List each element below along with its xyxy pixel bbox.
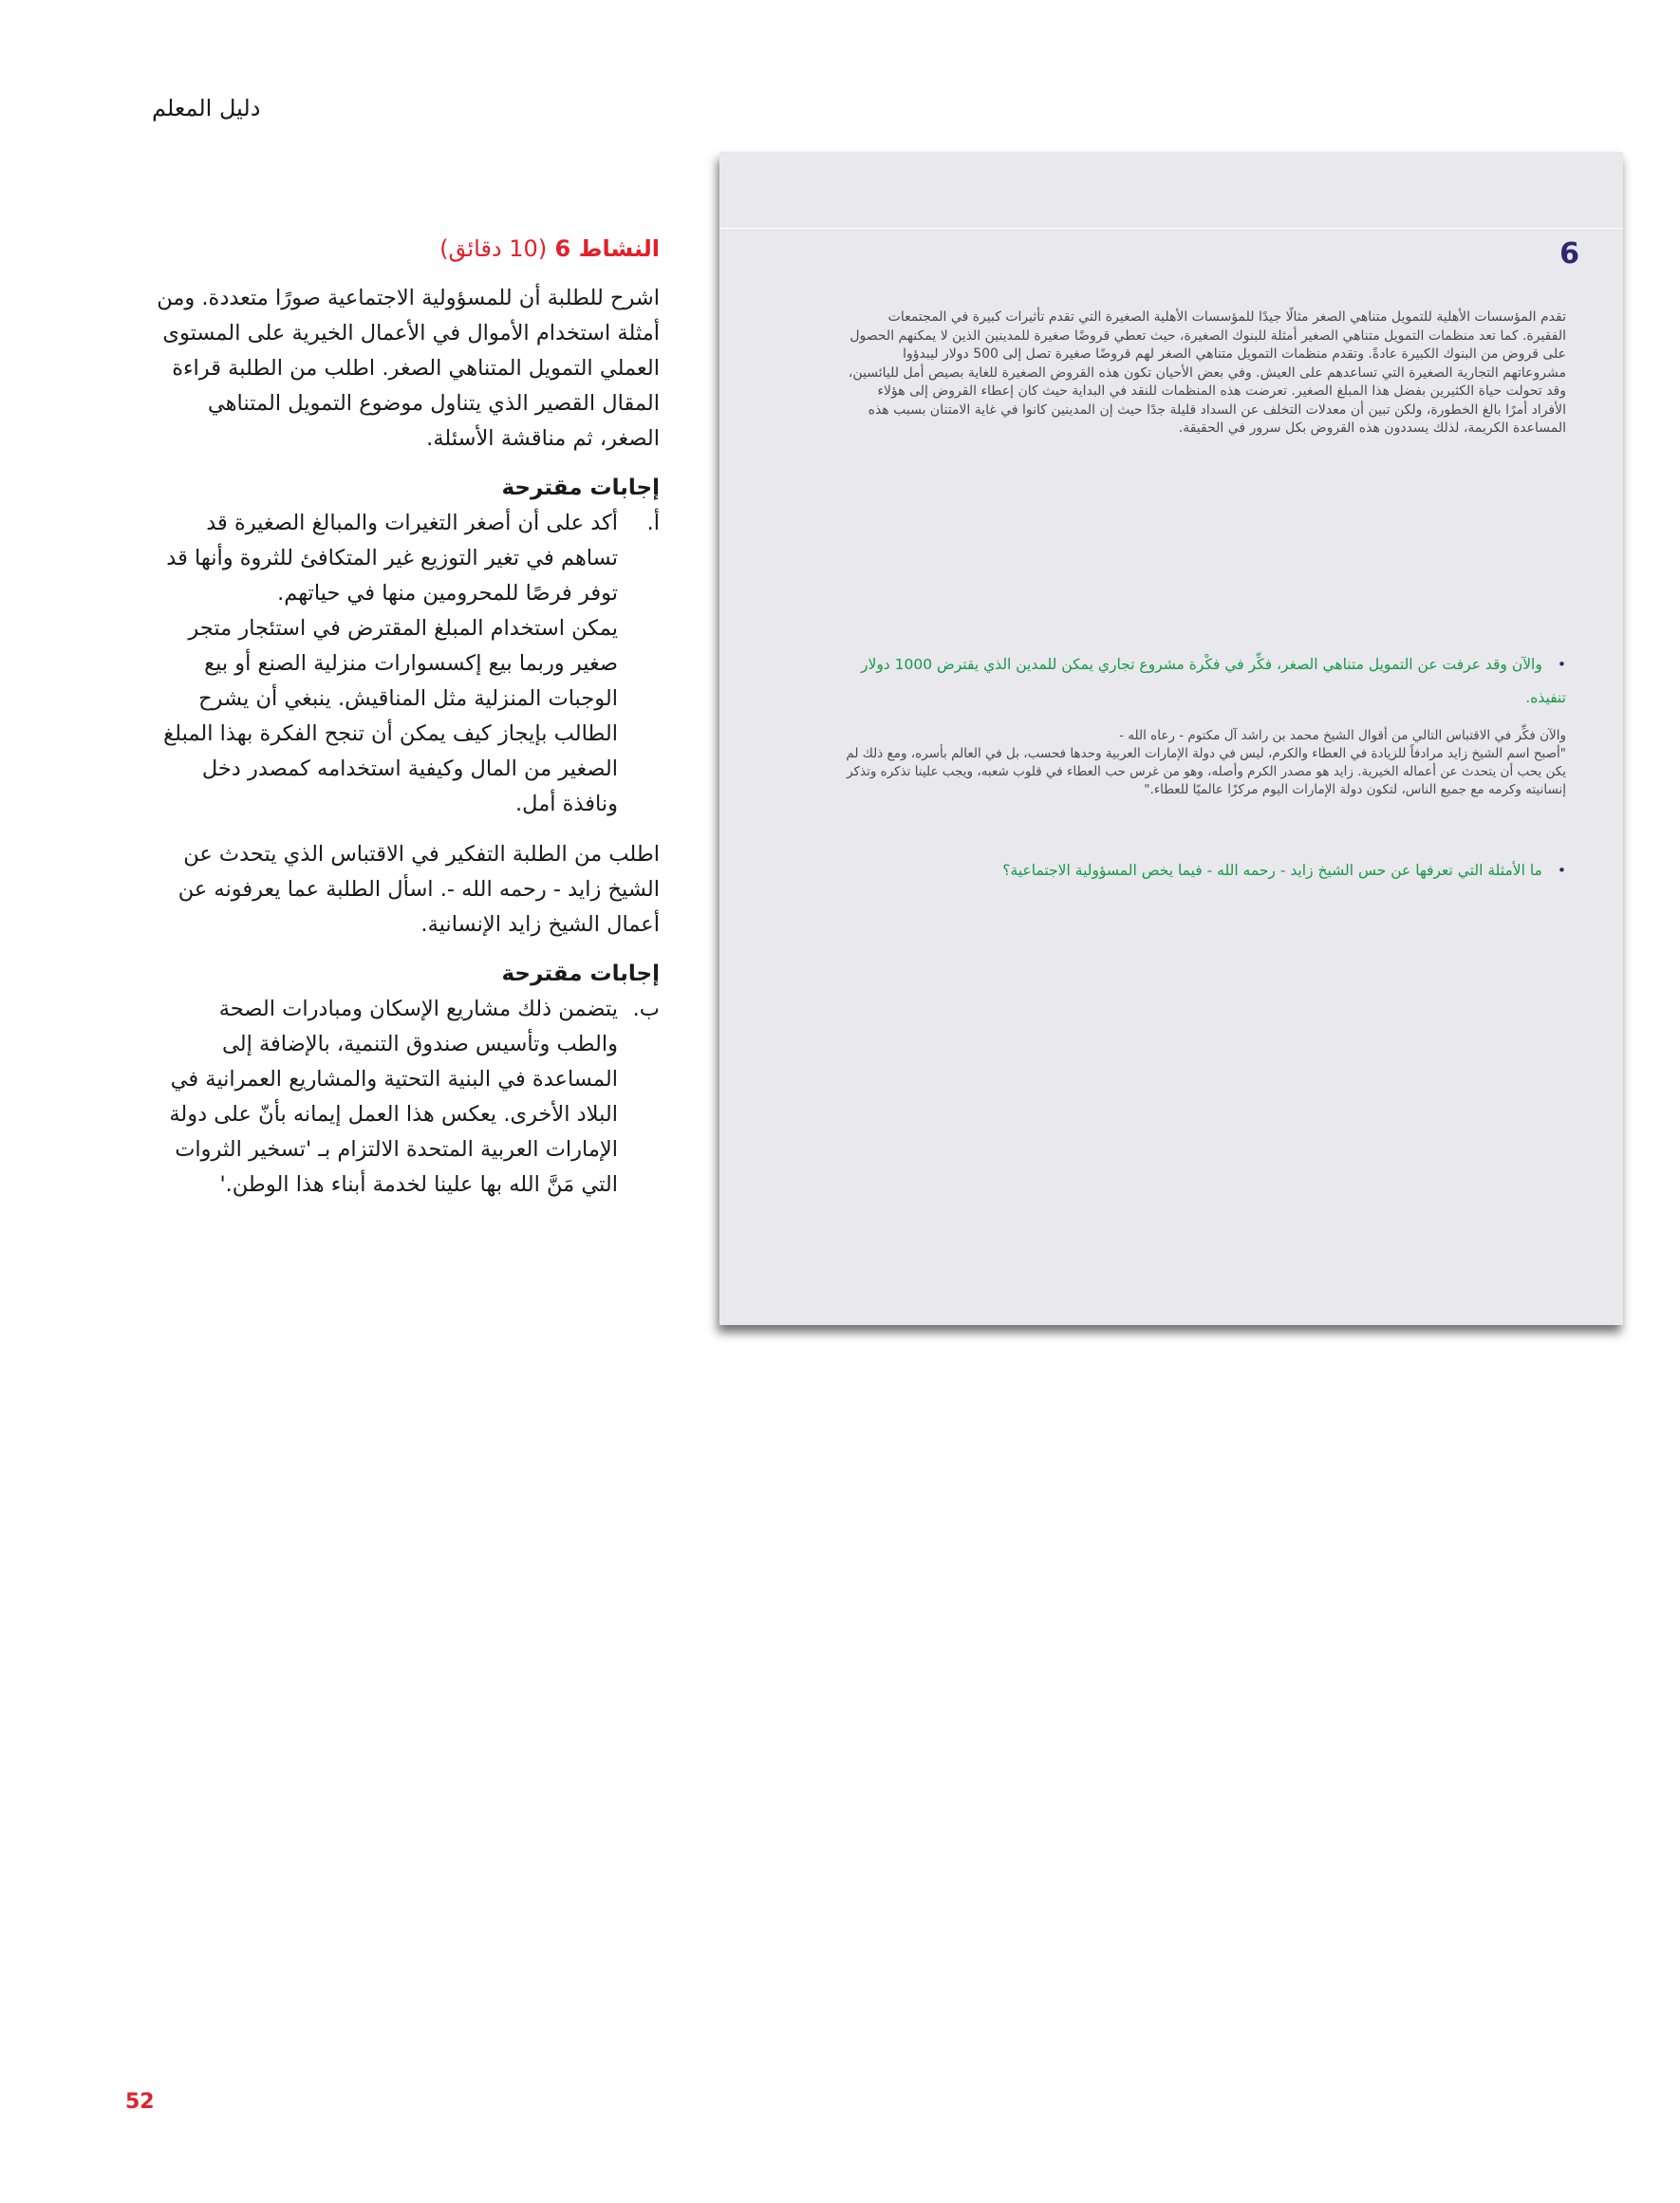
panel-section-number: 6 [1559,237,1579,271]
panel-divider [719,228,1623,229]
answers-heading-2: إجابات مقترحة [501,961,660,986]
answer-a [152,506,660,822]
bullet-dot-icon: • [1557,656,1566,673]
answer-a-text-1: أكد على أن أصغر التغيرات والمبالغ الصغيرة قد تساهم في تغير التوزيع غير المتكافئ للثروة وأنها قد توفر فرصًا للمحرومين منها في حياتهم. [166,511,618,606]
microfinance-paragraph: تقدم المؤسسات الأهلية للتمويل متناهي الصغر مثالًا جيدًا للمؤسسات الأهلية الصغيرة التي تقدم تأثيرات كبيرة في المجتمعات الفقيرة. كما تعد منظمات التمويل متناهي الصغير أمثلة للبنوك الصغيرة، حيث تعطي قروضًا صغيرة للمدينين الذين لا يمكنهم الحصول على قروض من البنوك الكبيرة عادةً. وتقدم منظمات التمويل متناهي الصغر لهم قروضًا صغيرة تصل إلى 500 دولار ليبدؤوا مشروعاتهم التجارية الصغيرة التي تساعدهم على العيش. وفي بعض الأحيان تكون هذه القروض الصغيرة للغاية بصيص أمل لليائسين، وقد تحولت حياة الكثيرين بفضل هذا المبلغ الصغير. تعرضت هذه المنظمات للنقد في البداية حيث كان إعطاء القروض إلى هؤلاء الأفراد أمرًا بالغ الخطورة، ولكن تبين أن معدلات التخلف عن السداد قليلة جدًا حيث إن المدينين كانوا في غاية الامتنان بسبب هذه المساعدة الكريمة، لذلك يسددون هذه القروض بكل سرور في الحقيقة. [848,309,1566,436]
answer-a-marker: أ. [646,511,660,535]
question-2-text: ما الأمثلة التي تعرفها عن حس الشيخ زايد - رحمه الله - فيما يخص المسؤولية الاجتماعية؟ [1002,862,1542,879]
activity-intro: اشرح للطلبة أن للمسؤولية الاجتماعية صورًا متعددة. ومن أمثلة استخدام الأموال في الأعمال الخيرية على المستوى العملي التمويل المتناهي الصغر. اطلب من الطلبة قراءة المقال القصير الذي يتناول موضوع التمويل المتناهي الصغر، ثم مناقشة الأسئلة. [157,286,660,451]
answers-heading: إجابات مقترحة [501,476,660,500]
student-book-panel [719,152,1623,1325]
question-1-text: والآن وقد عرفت عن التمويل متناهي الصغر، فكِّر في فكْرة مشروع تجاري يمكن للمدين الذي يقترض 1000 دولار تنفيذه. [861,656,1566,706]
answer-a-content [152,506,618,822]
answer-b-text: يتضمن ذلك مشاريع الإسكان ومبادرات الصحة والطب وتأسيس صندوق التنمية، بالإضافة إلى المساعدة في البنية التحتية والمشاريع العمرانية في البلاد الأخرى. يعكس هذا العمل إيمانه بأنّ على دولة الإمارات العربية المتحدة الالتزام بـ 'تسخير الثروات التي مَنَّ الله بها علينا لخدمة أبناء هذا الوطن.' [169,997,618,1197]
question-bullet-2 [845,854,1566,887]
bullet-dot-icon: • [1557,862,1566,879]
page-header-title: دليل المعلم [152,95,261,121]
page-number: 52 [125,2090,155,2114]
answer-a-text-2: يمكن استخدام المبلغ المقترض في استئجار متجر صغير وربما بيع إكسسوارات منزلية الصنع أو بيع الوجبات المنزلية مثل المناقيش. ينبغي أن يشرح الطالب بإيجاز كيف يمكن أن تنجح الفكرة بهذا المبلغ الصغير من المال وكيفية استخدامه كمصدر دخل ونافذة أمل. [163,616,618,816]
teacher-guide-column [152,235,660,1203]
answer-b-marker: ب. [632,997,660,1021]
answer-b [152,992,660,1203]
question-bullet-1 [845,648,1566,715]
activity-duration: (10 دقائق) [439,235,548,262]
quote-instruction: اطلب من الطلبة التفكير في الاقتباس الذي يتحدث عن الشيخ زايد - رحمه الله -. اسأل الطلبة عما يعرفونه عن أعمال الشيخ زايد الإنسانية. [177,842,660,937]
quote-text: "أصبح اسم الشيخ زايد مرادفاً للزيادة في العطاء والكرم، ليس في دولة الإمارات العربية وحدها فحسب، بل في العالم بأسره، ومع ذلك لم يكن يحب أن يتحدث عن أعماله الخيرية. زايد هو مصدر الكرم وأصله، وهو من غرس حب العطاء في قلوب شعبه، ويجب علينا تذكره وتذكر إنسانيته وكرمه مع جميع الناس، لتكون دولة الإمارات اليوم مركزًا عالميًا للعطاء." [846,746,1566,797]
quote-intro: والآن فكِّر في الاقتباس التالي من أقوال الشيخ محمد بن راشد آل مكتوم - رعاه الله - [1119,728,1566,743]
activity-heading [152,235,660,262]
quote-block [845,727,1566,799]
activity-title: النشاط 6 [554,235,660,262]
